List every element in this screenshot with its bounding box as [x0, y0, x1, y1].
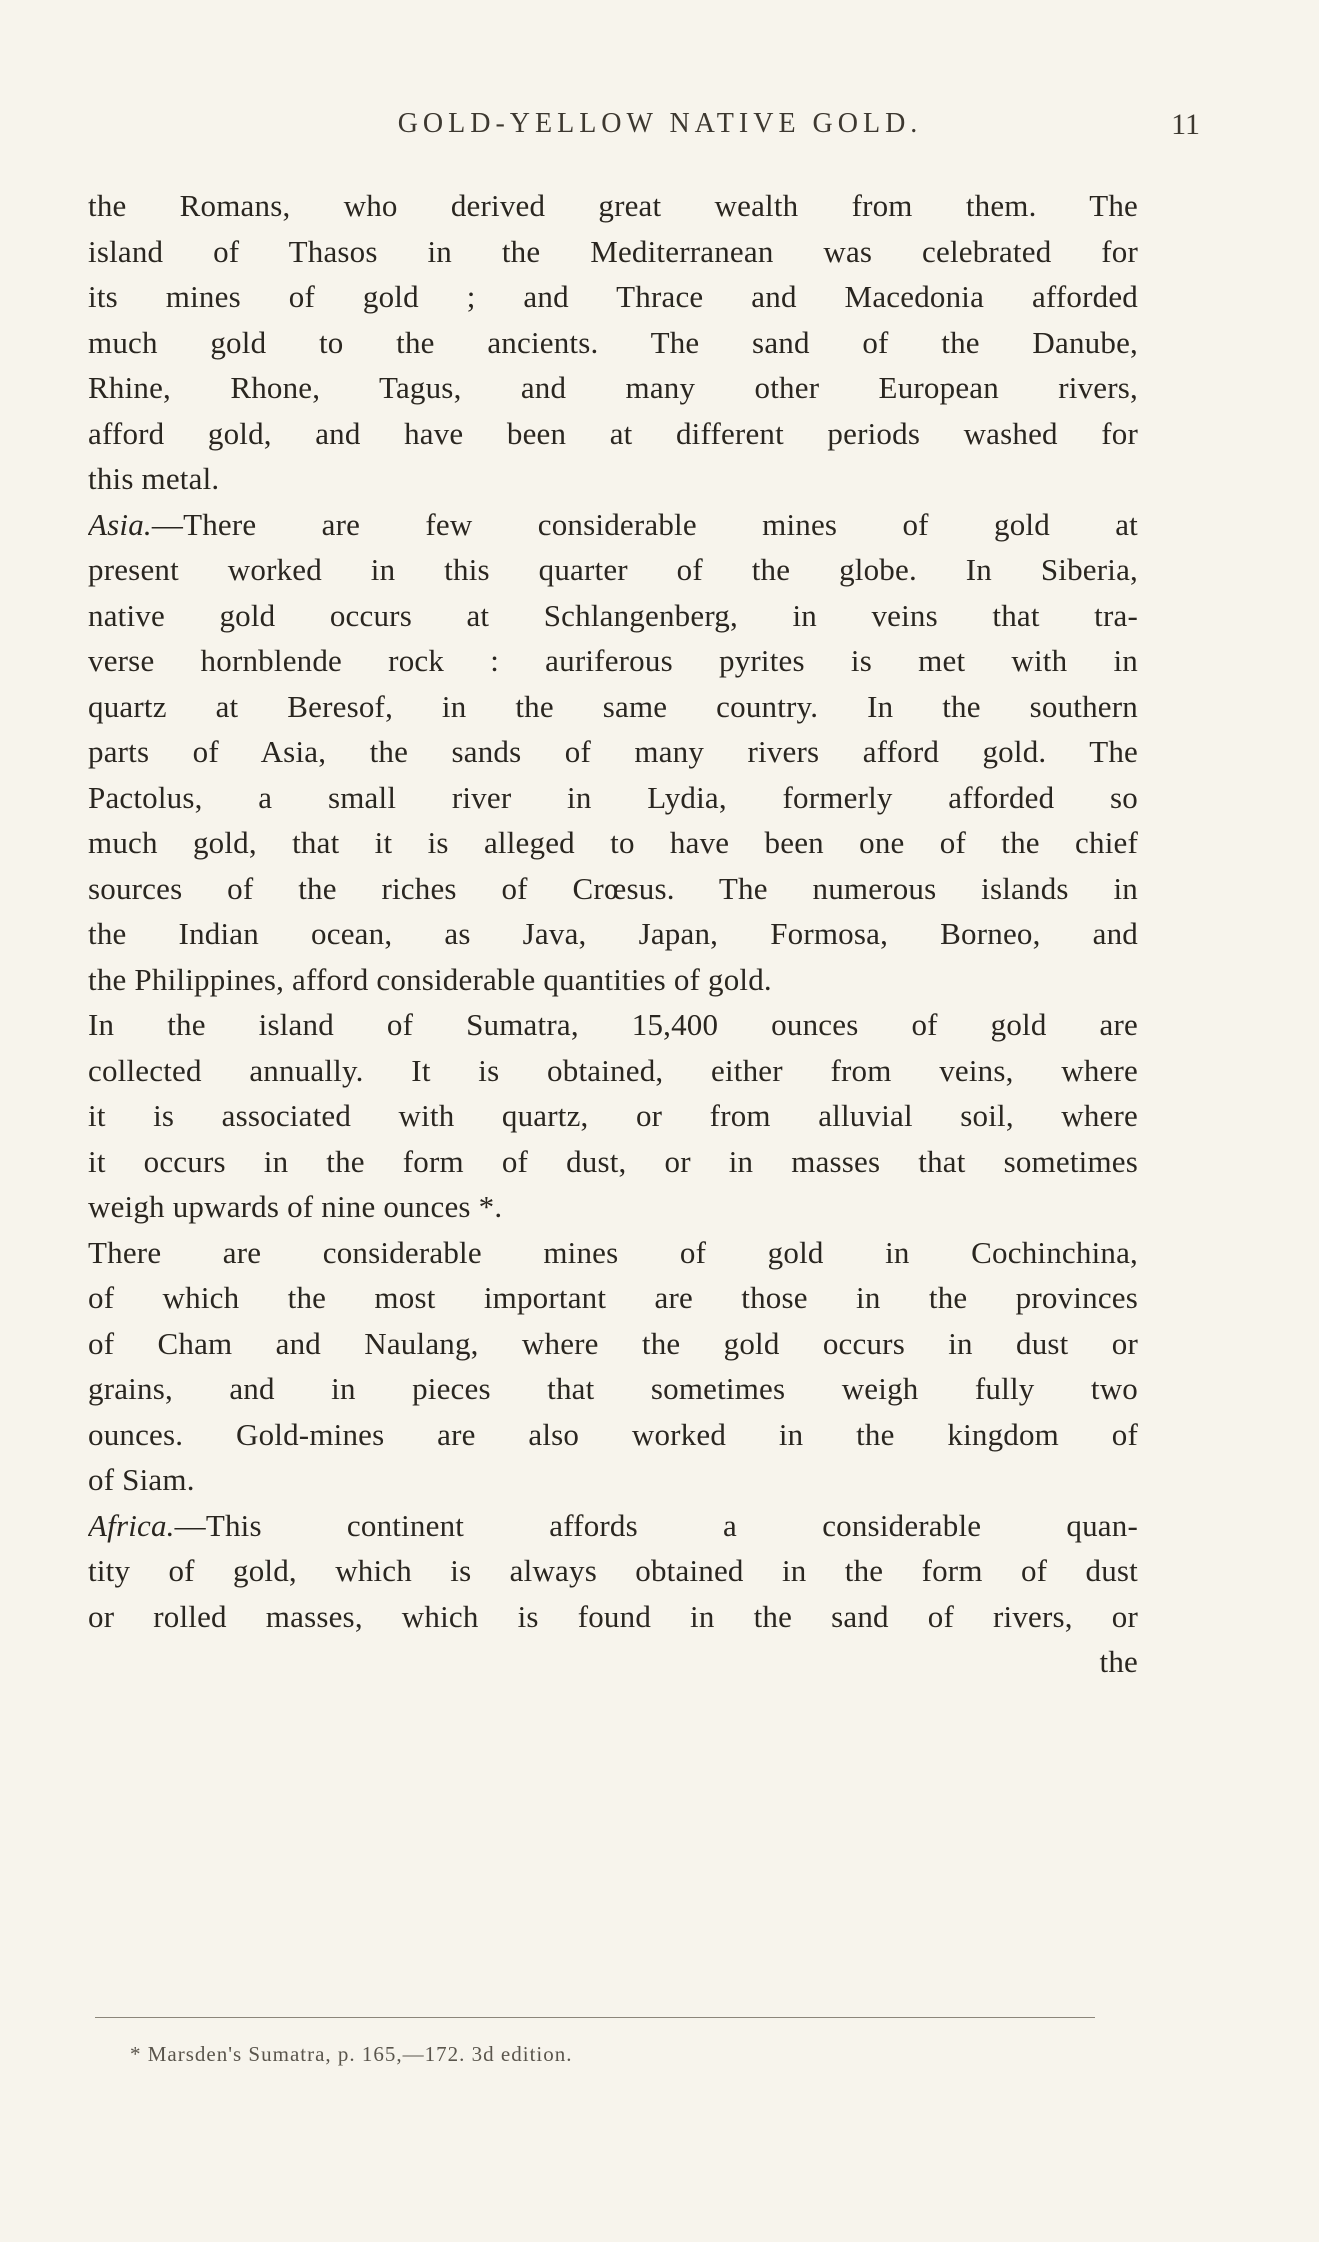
text-line	[88, 456, 1138, 502]
text-line	[88, 320, 1138, 366]
text-line	[88, 729, 1138, 775]
line-text: In the island of Sumatra, 15,400 ounces of gold are	[88, 1007, 1138, 1042]
line-text: much gold to the ancients. The sand of the Danube,	[88, 324, 1138, 360]
line-text: this metal.	[88, 461, 220, 496]
line-text: Pactolus, a small river in Lydia, formerly afforded so	[88, 779, 1138, 815]
text-line	[88, 775, 1138, 821]
text-line	[88, 547, 1138, 593]
text-line	[88, 183, 1138, 229]
line-text: There are considerable mines of gold in Cochinchina,	[88, 1234, 1138, 1270]
line-text: of Siam.	[88, 1462, 195, 1497]
line-text: tity of gold, which is always obtained in the form of dust	[88, 1553, 1138, 1588]
text-line	[88, 1275, 1138, 1321]
line-text: Rhine, Rhone, Tagus, and many other European rivers,	[88, 370, 1138, 405]
line-text: afford gold, and have been at different periods washed for	[88, 415, 1138, 451]
text-line	[88, 593, 1138, 639]
text-line	[88, 1457, 1138, 1503]
line-text: the Philippines, afford considerable quantities of gold.	[88, 961, 772, 997]
line-text: —This continent affords a considerable quan-	[174, 1507, 1138, 1543]
footnote: * Marsden's Sumatra, p. 165,—172. 3d edition.	[130, 2042, 573, 2066]
line-text: it is associated with quartz, or from alluvial soil, where	[88, 1098, 1138, 1133]
text-line-africa	[88, 1503, 1138, 1549]
line-text: —There are few considerable mines of gold at	[151, 506, 1138, 542]
text-line	[88, 1093, 1138, 1139]
line-text: parts of Asia, the sands of many rivers afford gold. The	[88, 734, 1138, 769]
running-title: GOLD-YELLOW NATIVE GOLD.	[397, 108, 923, 139]
text-line	[88, 1412, 1138, 1458]
line-text: grains, and in pieces that sometimes weigh fully two	[88, 1371, 1138, 1406]
line-text: native gold occurs at Schlangenberg, in veins that tra-	[88, 597, 1138, 633]
body-text	[88, 183, 1138, 1685]
line-text: of which the most important are those in the provinces	[88, 1280, 1138, 1315]
text-line	[88, 684, 1138, 730]
text-line	[88, 911, 1138, 957]
text-line	[88, 411, 1138, 457]
text-line	[88, 1230, 1138, 1276]
line-text: quartz at Beresof, in the same country. In the southern	[88, 688, 1138, 724]
text-line	[88, 1002, 1138, 1048]
text-line	[88, 1048, 1138, 1094]
text-line	[88, 365, 1138, 411]
line-text: or rolled masses, which is found in the sand of rivers, or	[88, 1598, 1138, 1634]
text-line	[88, 229, 1138, 275]
text-line	[88, 1139, 1138, 1185]
text-line	[88, 957, 1138, 1003]
line-text: sources of the riches of Crœsus. The numerous islands in	[88, 870, 1138, 906]
text-line	[88, 866, 1138, 912]
text-line	[88, 1594, 1138, 1640]
footnote-rule	[95, 2017, 1095, 2018]
catchword-line	[88, 1639, 1138, 1685]
line-text: it occurs in the form of dust, or in masses that sometimes	[88, 1143, 1138, 1179]
running-head	[120, 108, 1200, 154]
text-line	[88, 1366, 1138, 1412]
section-heading-africa: Africa.	[88, 1507, 175, 1543]
line-text: collected annually. It is obtained, either from veins, where	[88, 1052, 1138, 1088]
line-text: its mines of gold ; and Thrace and Macedonia afforded	[88, 279, 1138, 314]
line-text: island of Thasos in the Mediterranean was celebrated for	[88, 233, 1138, 269]
line-text: ounces. Gold-mines are also worked in the kingdom of	[88, 1416, 1138, 1452]
text-line	[88, 274, 1138, 320]
catchword: the	[1099, 1644, 1138, 1679]
section-heading-asia: Asia.	[88, 506, 152, 542]
text-line	[88, 1321, 1138, 1367]
line-text: of Cham and Naulang, where the gold occurs in dust or	[88, 1325, 1138, 1361]
text-line	[88, 1184, 1138, 1230]
text-line-asia	[88, 502, 1138, 548]
line-text: verse hornblende rock : auriferous pyrites is met with in	[88, 643, 1138, 678]
line-text: present worked in this quarter of the globe. In Siberia,	[88, 552, 1138, 587]
line-text: much gold, that it is alleged to have been one of the chief	[88, 825, 1138, 860]
text-line	[88, 638, 1138, 684]
text-line	[88, 820, 1138, 866]
line-text: weigh upwards of nine ounces *.	[88, 1189, 503, 1224]
line-text: the Indian ocean, as Java, Japan, Formosa, Borneo, and	[88, 916, 1138, 951]
page-number: 11	[1171, 108, 1200, 141]
text-line	[88, 1548, 1138, 1594]
line-text: the Romans, who derived great wealth from them. The	[88, 188, 1138, 223]
